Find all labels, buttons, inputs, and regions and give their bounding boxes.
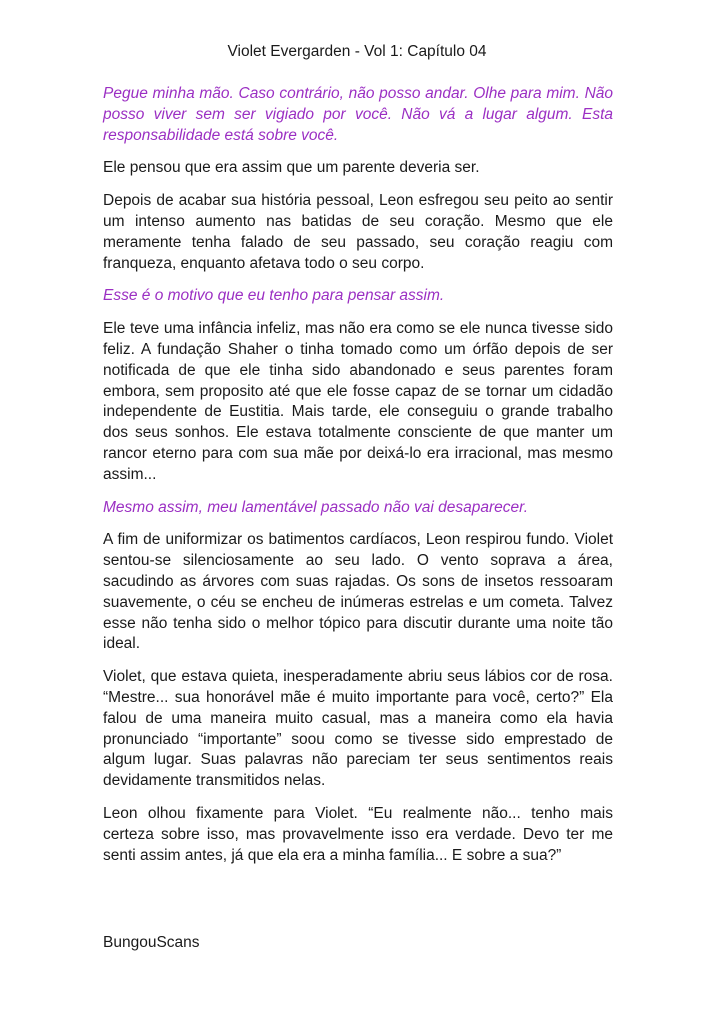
italic-thought-paragraph: Mesmo assim, meu lamentável passado não vai desaparecer. [103,498,529,516]
body-paragraph: Ele teve uma infância infeliz, mas não era como se ele nunca tivesse sido feliz. A fundação Shaher o tinha tomado como um órfão depois de ser notificada de que ele tinha sido abandonado e seus parentes foram embora, sem proposito até que ele fosse capaz de se tornar um cidadão independente de Eustitia. Mais tarde, ele conseguiu o grande trabalho dos seus sonhos. Ele estava totalmente consciente de que manter um rancor eterno para com sua mãe por deixá-lo era irracional, mas mesmo assim... [103,320,613,483]
body-paragraph: Ele pensou que era assim que um parente deveria ser. [103,159,480,177]
body-paragraph: Depois de acabar sua história pessoal, Leon esfregou seu peito ao sentir um intenso aumento nas batidas de seu coração. Mesmo que ele meramente tenha falado de seu passado, seu coração reagiu com franqueza, enquanto afetava todo o seu corpo. [103,192,613,272]
page-header-title: Violet Evergarden - Vol 1: Capítulo 04 [227,43,487,60]
italic-thought-paragraph: Esse é o motivo que eu tenho para pensar assim. [103,287,445,305]
chapter-body [103,84,613,878]
body-paragraph: Leon olhou fixamente para Violet. “Eu realmente não... tenho mais certeza sobre isso, mas provavelmente isso era verdade. Devo ter me senti assim antes, já que ela era a minha família... E sobre a sua?” [103,804,613,864]
body-paragraph: A fim de uniformizar os batimentos cardíacos, Leon respirou fundo. Violet sentou-se silenciosamente ao seu lado. O vento soprava a área, sacudindo as árvores com suas rajadas. Os sons de insetos ressoaram suavemente, o céu se encheu de inúmeras estrelas e um cometa. Talvez esse não tenha sido o melhor tópico para discutir durante uma noite tão ideal. [103,531,613,653]
scanlation-credit: BungouScans [103,934,200,951]
body-paragraph: Violet, que estava quieta, inesperadamente abriu seus lábios cor de rosa. “Mestre... sua honorável mãe é muito importante para você, certo?” Ela falou de uma maneira muito casual, mas a maneira como ela havia pronunciado “importante” soou como se tivesse sido emprestado de algum lugar. Suas palavras não pareciam ter seus sentimentos reais devidamente transmitidos nelas. [103,668,613,790]
italic-thought-paragraph: Pegue minha mão. Caso contrário, não posso andar. Olhe para mim. Não posso viver sem ser vigiado por você. Não vá a lugar algum. Esta responsabilidade está sobre você. [103,85,613,144]
